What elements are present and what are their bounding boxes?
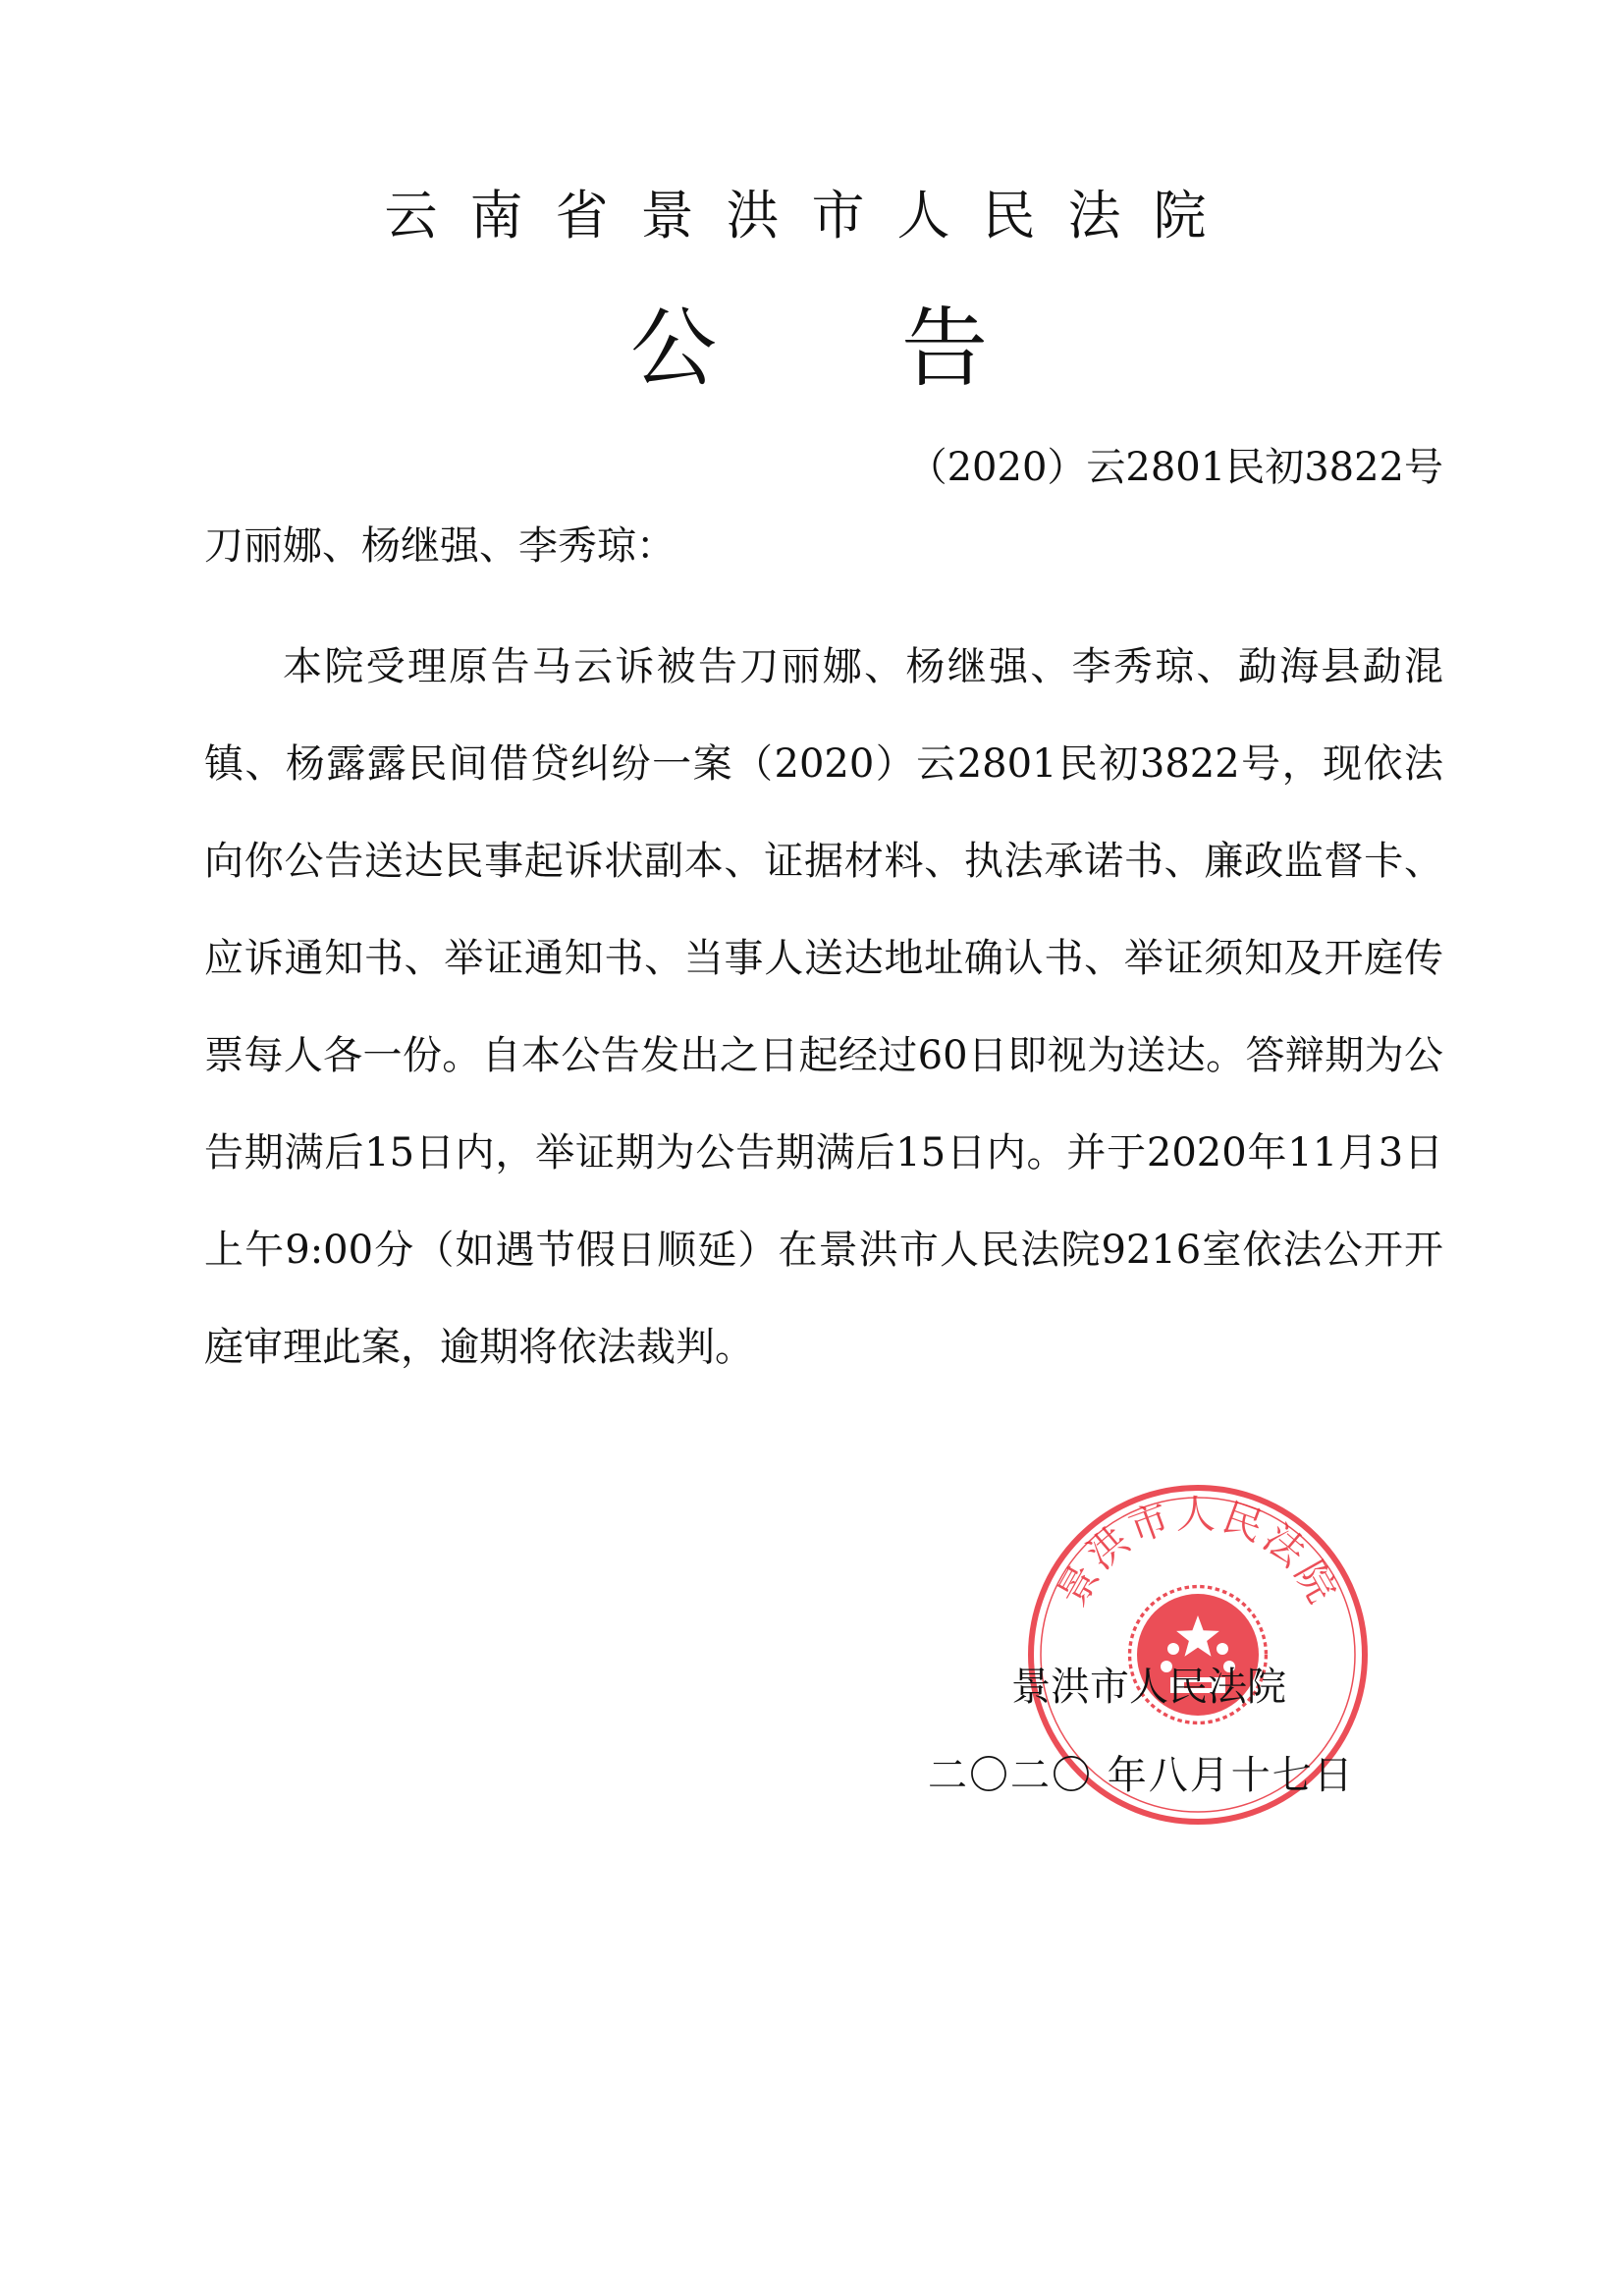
addressee-line: 刀丽娜、杨继强、李秀琼：: [204, 523, 676, 569]
signing-date: 二〇二〇 年八月十七日: [928, 1753, 1355, 1798]
notice-title-char-2: 告: [901, 298, 989, 399]
notice-body: 本院受理原告马云诉被告刀丽娜、杨继强、李秀琼、勐海县勐混镇、杨露露民间借贷纠纷一案（2020）云2801民初3822号，现依法向你公告送达民事起诉状副本、证据材料、执法承诺书、廉政监督卡、应诉通知书、举证通知书、当事人送达地址确认书、举证须知及开庭传票每人各一份。自本公告发出之日起经过60日即视为送达。答辩期为公告期满后15日内，举证期为公告期满后15日内。并于2020年11月3日上午9:00分（如遇节假日顺延）在景洪市人民法院9216室依法公开开庭审理此案，逾期将依法裁判。: [204, 644, 1443, 1370]
case-number: （2020）云2801民初3822号: [907, 445, 1443, 490]
court-name-heading: 云南省景洪市人民法院: [384, 185, 1239, 246]
notice-title-char-1: 公: [630, 298, 718, 399]
signing-court: 景洪市人民法院: [1011, 1665, 1286, 1710]
seal-text: 景洪市人民法院: [1049, 1492, 1347, 1614]
